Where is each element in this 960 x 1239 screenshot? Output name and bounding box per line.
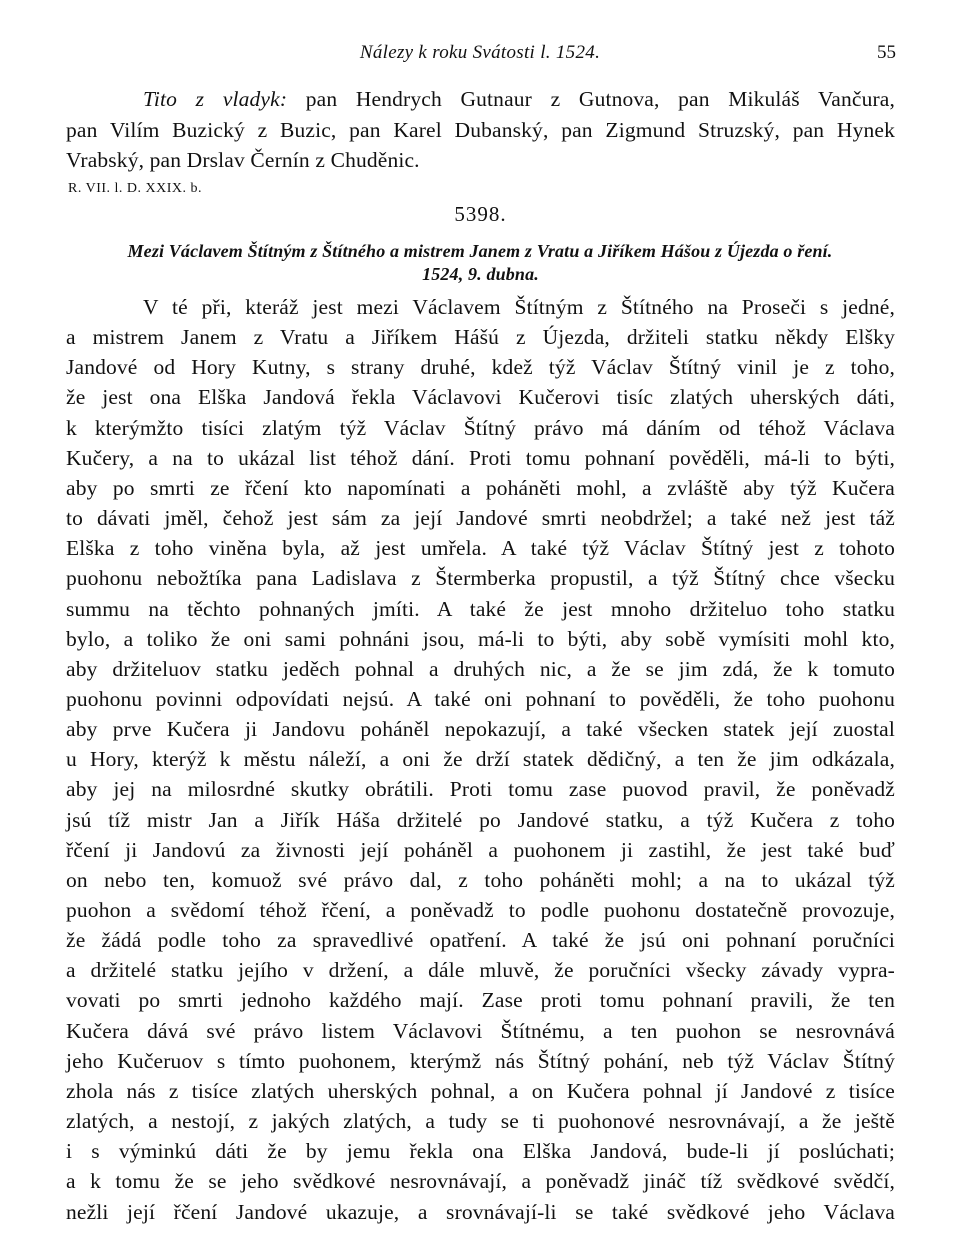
body-line: vovati po smrti jednoho každého mají. Zase proti tomu pohnaní pravili, že ten xyxy=(66,988,895,1013)
intro-lead: Tito z vladyk: xyxy=(143,87,288,111)
body-line: on nebo ten, komuož své právo dal, z toho poháněti mohl; a na to ukázal týž xyxy=(66,867,895,892)
body-line: Kučery, a na to ukázal list téhož dání. Proti tomu pohnaní pověděli, má-li to býti, xyxy=(66,445,895,470)
body-line: řčení ji Jandovú za živnosti její poháněl a puohonem ji zastihl, že jest také buď xyxy=(66,837,895,862)
document-number: 5398. xyxy=(454,202,507,226)
body-line: bylo, a toliko že oni sami pohnáni jsou, má-li to býti, aby sobě vymísiti mohl kto, xyxy=(66,626,895,651)
document-heading: Mezi Václavem Štítným z Štítného a mistrem Janem z Vratu a Jiříkem Hášou z Újezda o ření. xyxy=(127,241,833,261)
running-title: Nálezy k roku Svátosti l. 1524. xyxy=(359,42,601,63)
body-line: Elška z toho viněna byla, až jest umřela. A také týž Václav Štítný jest z tohoto xyxy=(66,536,895,561)
body-line: i s výminkú dáti že by jemu řekla ona Elška Jandová, bude-li jí poslúchati; xyxy=(66,1139,895,1164)
page-number: 55 xyxy=(877,42,896,63)
body-line: jsú tíž mistr Jan a Jiřík Háša držitelé po Jandové statku, a týž Kučera z toho xyxy=(66,807,895,832)
intro-line-2: pan Vilím Buzický z Buzic, pan Karel Dubanský, pan Zigmund Struzský, pan Hynek xyxy=(66,118,895,142)
body-line: puohonu nebožtíka pana Ladislava z Štermberka propustil, a týž Štítný chce všecku xyxy=(66,566,895,591)
body-line: puohon a svědomí téhož řčení, a poněvadž to podle puohonu dostatečně provozuje, xyxy=(66,898,895,922)
body-line: a držitelé statku jejího v držení, a dále mluvě, že poručníci všecky závady vypra- xyxy=(66,958,895,983)
body-line: Kučera dává své právo listem Václavovi Štítnému, a ten puohon se nesrovnává xyxy=(66,1018,895,1043)
intro-line-1 xyxy=(143,84,895,114)
body-line: aby jej na milosrdné skutky obrátili. Proti tomu zase puovod pravil, že poněvadž xyxy=(66,777,895,802)
body-line: u Hory, kterýž k městu náleží, a oni že drží statek dědičný, a ten že jim odkázala, xyxy=(66,747,895,772)
body-line: puohonu povinni odpovídati nejsú. A také oni pohnaní to pověděli, že toho puohonu xyxy=(66,687,895,711)
body-line: nežli její řčení Jandové ukazuje, a srovnávají-li se také svědkové jeho Václava xyxy=(66,1199,895,1224)
source-reference: R. VII. l. D. XXIX. b. xyxy=(68,181,203,196)
body-line: V té při, kteráž jest mezi Václavem Štítným z Štítného na Proseči s jedné, xyxy=(143,295,895,319)
body-line: a mistrem Janem z Vratu a Jiříkem Hášú z Újezda, držiteli statku někdy Elšky xyxy=(66,325,895,350)
body-line: že žádá podle toho za spravedlivé opatření. A také že jsú oni pohnaní poručníci xyxy=(66,928,895,953)
body-line: jeho Kučeruov s tímto puohonem, kterýmž nás Štítný pohání, neb týž Václav Štítný xyxy=(66,1048,895,1073)
body-line: že jest ona Elška Jandová řekla Václavovi Kučerovi tisíc zlatých uherských dáti, xyxy=(66,385,895,410)
body-line: k kterýmžto tisíci zlatým týž Václav Štítný právo má dáním od téhož Václava xyxy=(66,415,895,440)
body-line: Jandové od Hory Kutny, s strany druhé, kdež týž Václav Štítný vinil je z toho, xyxy=(66,355,895,380)
body-line: a k tomu že se jeho svědkové nesrovnávají, a poněvadž jináč tíž svědkové svědčí, xyxy=(66,1169,895,1194)
body-line: aby držiteluov statku jeděch pohnal a druhých nic, a že se jim zdá, že k tomuto xyxy=(66,656,895,681)
body-line: aby prve Kučera ji Jandovu poháněl nepokazují, a také všecken statek její zuostal xyxy=(66,717,895,742)
body-line: zhola nás z tisíce zlatých uherských pohnal, a on Kučera pohnal jí Jandové z tisíce xyxy=(66,1078,895,1103)
intro-line-1-text: pan Hendrych Gutnaur z Gutnova, pan Mikuláš Vančura, xyxy=(305,87,895,111)
body-line: zlatých, a nestojí, z jakých zlatých, a tudy se ti puohonové nesrovnávají, a že ještě xyxy=(66,1109,895,1133)
intro-line-3: Vrabský, pan Drslav Černín z Chuděnic. xyxy=(66,148,420,172)
body-line: aby po smrti ze řčení kto napomínati a poháněti mohl, a zvláště aby týž Kučera xyxy=(66,475,895,500)
body-line: summu na těchto pohnaných jmíti. A také že jest mnoho držiteluo toho statku xyxy=(66,596,895,621)
body-line: to dávati jměl, čehož jest sám za její Jandové smrti neobdržel; a také než jest táž xyxy=(66,506,895,530)
document-date: 1524, 9. dubna. xyxy=(422,264,539,284)
running-head xyxy=(0,42,960,70)
